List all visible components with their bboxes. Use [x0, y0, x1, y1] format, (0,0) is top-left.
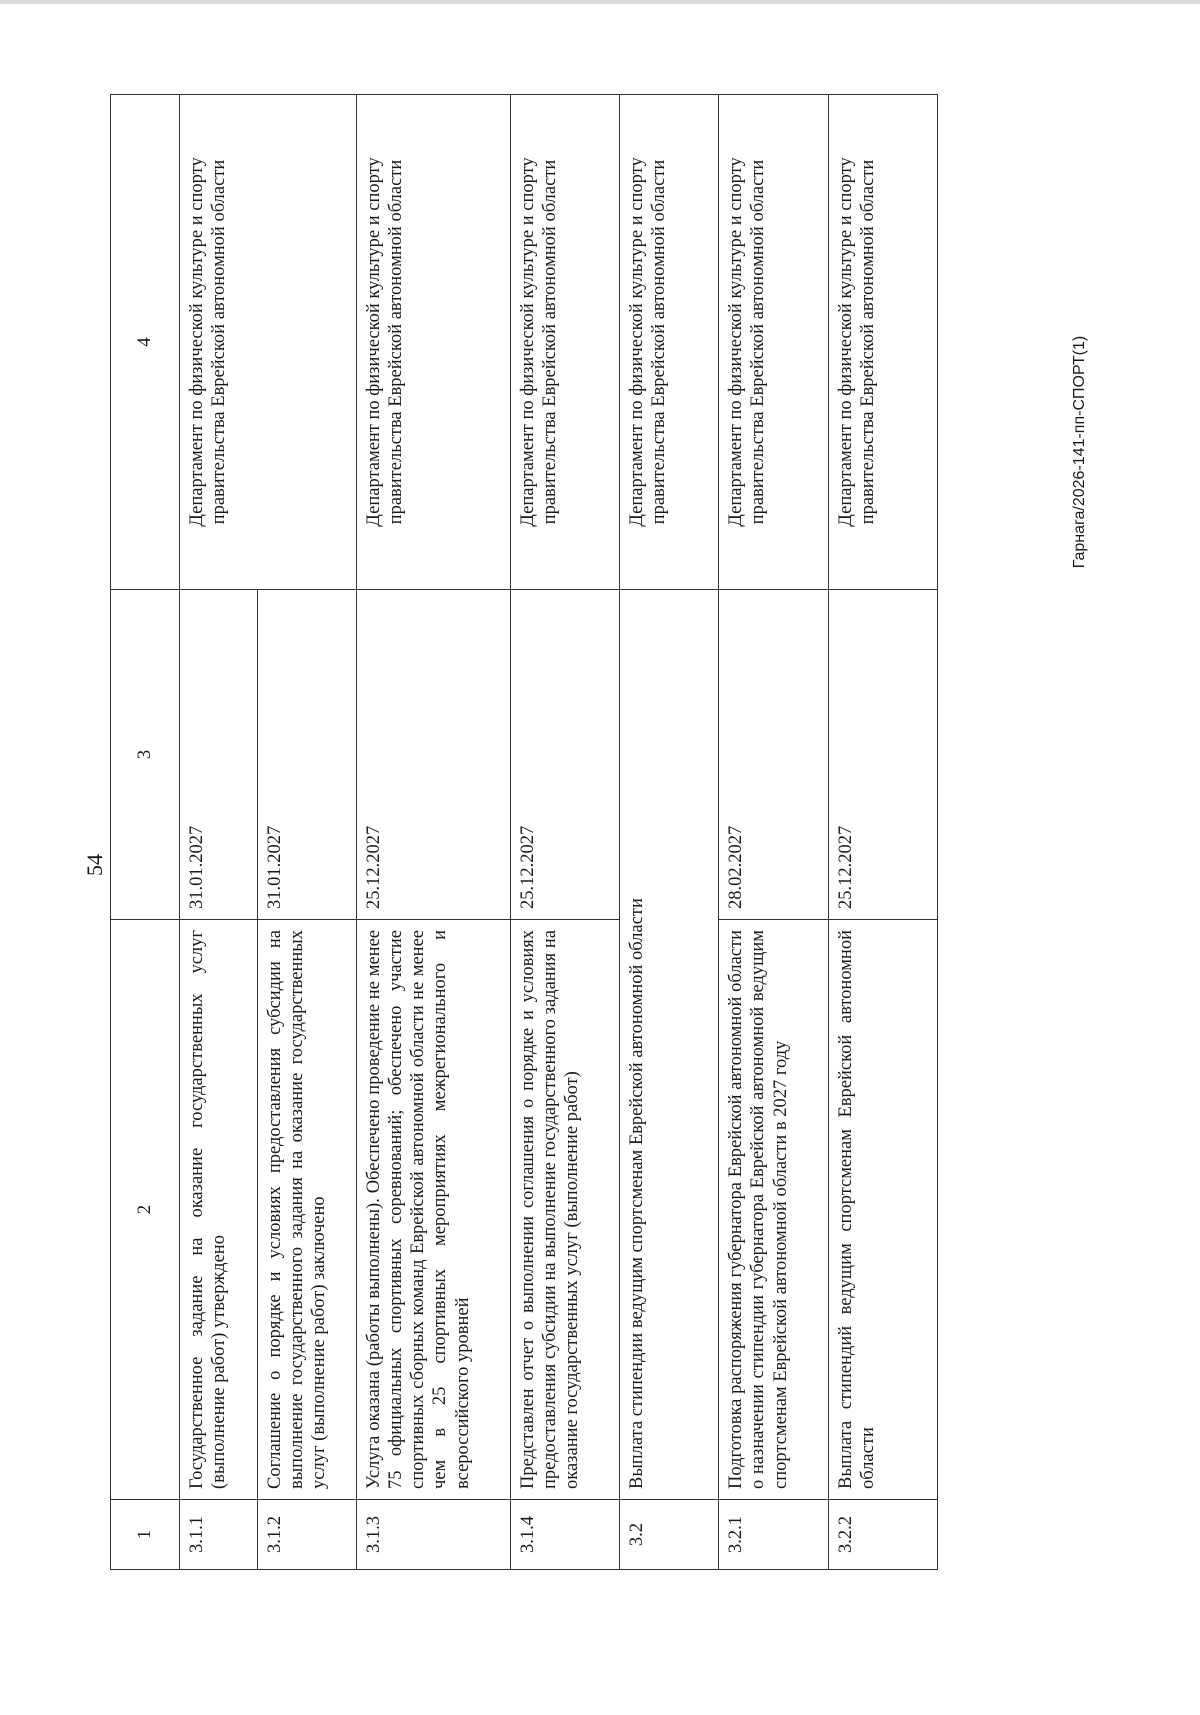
row-date: 25.12.2027: [356, 590, 510, 920]
table-row: [620, 95, 719, 1570]
row-department: Департамент по физической культуре и спорту правительства Еврейской автономной области: [179, 95, 356, 590]
row-date: 31.01.2027: [257, 590, 356, 920]
row-number: 3.1.3: [356, 1500, 510, 1570]
row-number: 3.1.4: [510, 1500, 619, 1570]
row-task: Подготовка распоряжения губернатора Еврейской автономной области о назначении стипендии губернатора Еврейской автономной ведущим спортсменам Еврейской автономной области в 2027 году: [719, 920, 828, 1500]
document-code: Гарнага/2026-141-пп-СПОРТ(1): [1071, 335, 1088, 569]
row-number: 3.1.2: [257, 1500, 356, 1570]
table-row: [828, 95, 937, 1570]
row-department: Департамент по физической культуре и спорту правительства Еврейской автономной области: [620, 95, 719, 590]
row-task: Услуга оказана (работы выполнены). Обеспечено проведение не менее 75 официальных спортивных соревнований; обеспечено участие спортивных сборных команд Еврейской автономной области не менее чем в 25 спортивных мероприятиях межрегионального и всероссийского уровней: [356, 920, 510, 1500]
table-row: [179, 95, 257, 1570]
row-task: Представлен отчет о выполнении соглашения о порядке и условиях предоставления субсидии на выполнение государственного задания на оказание государственных услуг (выполнение работ): [510, 920, 619, 1500]
row-number: 3.2.2: [828, 1500, 937, 1570]
header-col-4: 4: [111, 95, 180, 590]
table-row: [719, 95, 828, 1570]
header-col-2: 2: [111, 920, 180, 1500]
table-row: [510, 95, 619, 1570]
row-number: 3.2.1: [719, 1500, 828, 1570]
row-department: Департамент по физической культуре и спорту правительства Еврейской автономной области: [356, 95, 510, 590]
row-date: 31.01.2027: [179, 590, 257, 920]
header-col-1: 1: [111, 1500, 180, 1570]
scan-top-edge: [0, 0, 1200, 4]
row-number: 3.1.1: [179, 1500, 257, 1570]
row-task: Соглашение о порядке и условиях предоставления субсидии на выполнение государственного задания на оказание государственных услуг (выполнение работ) заключено: [257, 920, 356, 1500]
row-department: Департамент по физической культуре и спорту правительства Еврейской автономной области: [510, 95, 619, 590]
row-task: Выплата стипендий ведущим спортсменам Еврейской автономной области: [828, 920, 937, 1500]
row-department: Департамент по физической культуре и спорту правительства Еврейской автономной области: [719, 95, 828, 590]
row-task: Выплата стипендии ведущим спортсменам Еврейской автономной области: [620, 590, 719, 1500]
table-header-row: [111, 95, 180, 1570]
rotated-table-container: [110, 95, 938, 1570]
table-row: [356, 95, 510, 1570]
row-task: Государственное задание на оказание государственных услуг (выполнение работ) утверждено: [179, 920, 257, 1500]
page-number: 54: [82, 854, 107, 876]
row-number: 3.2: [620, 1500, 719, 1570]
row-date: 28.02.2027: [719, 590, 828, 920]
row-department: Департамент по физической культуре и спорту правительства Еврейской автономной области: [828, 95, 937, 590]
row-date: 25.12.2027: [510, 590, 619, 920]
schedule-table: [110, 94, 938, 1570]
row-date: 25.12.2027: [828, 590, 937, 920]
header-col-3: 3: [111, 590, 180, 920]
